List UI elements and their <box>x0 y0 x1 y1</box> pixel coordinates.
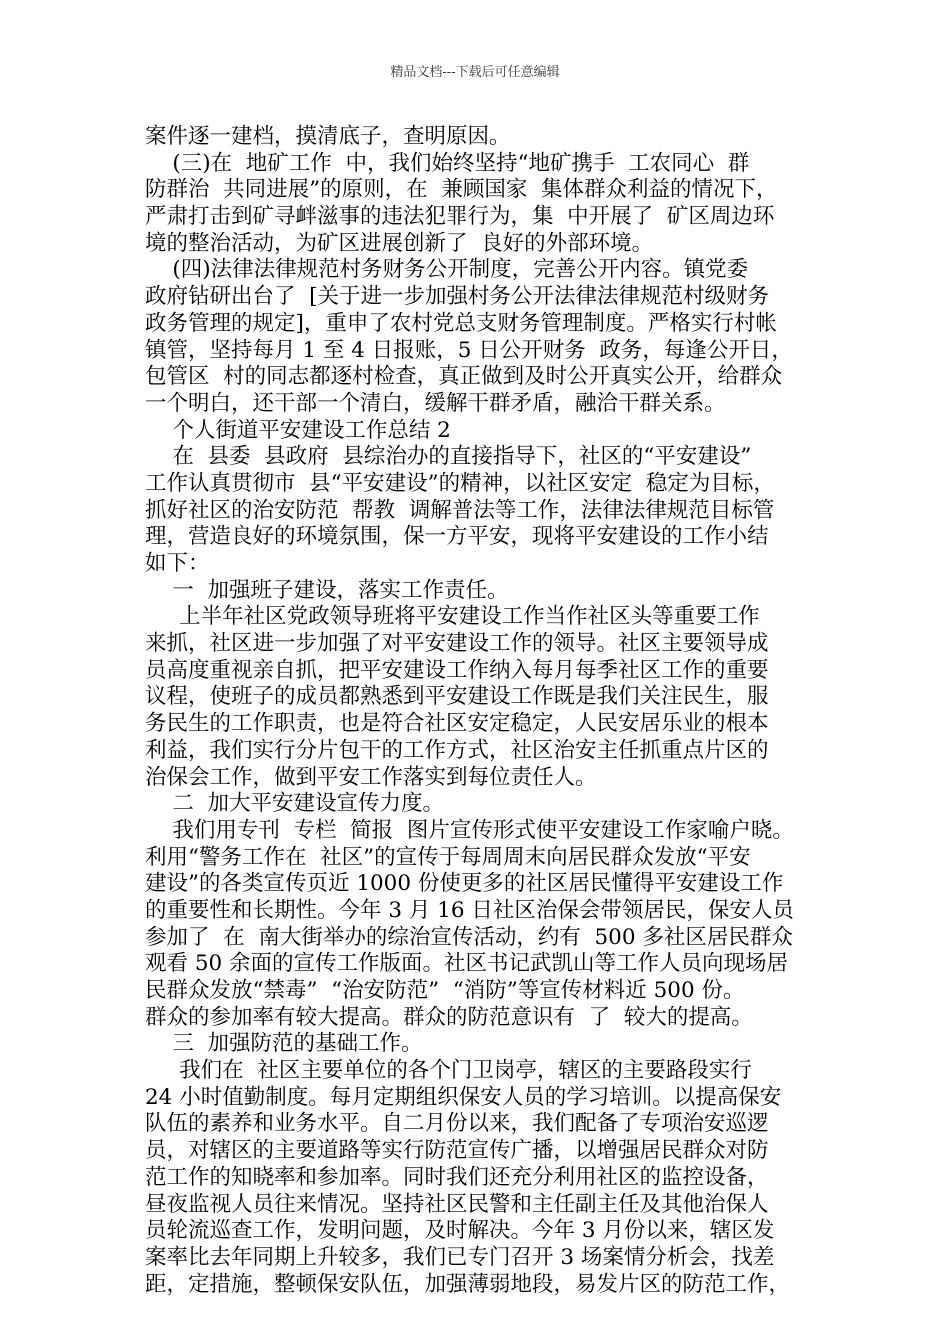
text-line: 如下： <box>145 551 210 576</box>
text-line: 严肃打击到矿寻衅滋事的违法犯罪行为，集 中开展了 矿区周边环 <box>145 204 775 230</box>
text-line: 理，营造良好的环境氛围，保一方平安，现将平安建设的工作小结 <box>145 524 769 550</box>
text-line: 政务管理的规定]，重申了农村党总支财务管理制度。严格实行村帐 <box>145 310 777 336</box>
text-line: 防群治 共同进展”的原则，在 兼顾国家 集体群众利益的情况下， <box>145 177 778 203</box>
text-line: 二 加大平安建设宣传力度。 <box>145 791 445 817</box>
text-line: 参加了 在 南大街举办的综治宣传活动，约有 500 多社区居民群众 <box>145 924 793 950</box>
text-line: 境的整治活动，为矿区进展创新了 良好的外部环境。 <box>145 230 654 256</box>
text-line: 群众的参加率有较大提高。群众的防范意识有 了 较大的提高。 <box>145 1004 753 1030</box>
text-line: 队伍的素养和业务水平。自二月份以来，我们配备了专项治安巡逻 <box>145 1111 769 1137</box>
text-line: 个人街道平安建设工作总结 2 <box>145 417 451 443</box>
text-line: 在 县委 县政府 县综治办的直接指导下，社区的“平安建设” <box>145 444 752 470</box>
text-line: 利用“警务工作在 社区”的宣传于每周周末向居民群众发放“平安 <box>145 844 751 870</box>
text-line: 员高度重视亲自抓，把平安建设工作纳入每月每季社区工作的重要 <box>145 657 769 683</box>
text-line: 利益，我们实行分片包干的工作方式，社区治安主任抓重点片区的 <box>145 737 769 763</box>
text-line: 包管区 村的同志都逐村检查，真正做到及时公开真实公开，给群众 <box>145 364 783 390</box>
text-line: 我们用专刊 专栏 简报 图片宣传形式使平安建设工作家喻户晓。 <box>145 817 794 843</box>
text-line: 范工作的知晓率和参加率。同时我们还充分利用社区的监控设备， <box>145 1164 769 1190</box>
text-line: 一个明白，还干部一个清白，缓解干群矛盾，融洽干群关系。 <box>145 390 726 416</box>
text-line: 24 小时值勤制度。每月定期组织保安人员的学习培训。以提高保安 <box>145 1084 782 1110</box>
text-line: 民群众发放“禁毒” “治安防范” “消防”等宣传材料近 500 份。 <box>145 978 745 1003</box>
text-line: 政府钻研出台了 [关于进一步加强村务公开法律法律规范村级财务 <box>145 284 770 310</box>
text-line: (三)在 地矿工作 中，我们始终坚持“地矿携手 工农同心 群 <box>145 150 750 176</box>
text-line: 工作认真贯彻市 县“平安建设”的精神，以社区安定 稳定为目标， <box>145 470 775 496</box>
page-header: 精品文档---下载后可任意编辑 <box>390 65 560 80</box>
text-line: (四)法律法律规范村务财务公开制度，完善公开内容。镇党委 <box>145 257 749 283</box>
text-line: 员轮流巡查工作，发明问题，及时解决。今年 3 月份以来，辖区发 <box>145 1218 775 1244</box>
text-line: 镇管，坚持每月 1 至 4 日报账，5 日公开财务 政务，每逢公开日， <box>145 337 793 363</box>
text-line: 议程，使班子的成员都熟悉到平安建设工作既是我们关注民生，服 <box>145 684 769 710</box>
text-line: 的重要性和长期性。今年 3 月 16 日社区治保会带领居民，保安人员 <box>145 897 794 923</box>
text-line: 务民生的工作职责，也是符合社区安定稳定，人民安居乐业的根本 <box>145 711 769 737</box>
text-line: 案件逐一建档，摸清底子，查明原因。 <box>145 124 511 149</box>
text-line: 建设”的各类宣传页近 1000 份使更多的社区居民懂得平安建设工作 <box>145 871 784 897</box>
text-line: 上半年社区党政领导班将平安建设工作当作社区头等重要工作 <box>145 604 760 630</box>
text-line: 治保会工作，做到平安工作落实到每位责任人。 <box>145 764 597 790</box>
text-line: 距，定措施，整顿保安队伍，加强薄弱地段，易发片区的防范工作， <box>145 1271 791 1297</box>
text-line: 三 加强防范的基础工作。 <box>145 1031 423 1057</box>
text-line: 抓好社区的治安防范 帮教 调解普法等工作，法律法律规范目标管 <box>145 497 775 523</box>
text-line: 案率比去年同期上升较多，我们已专门召开 3 场案情分析会，找差 <box>145 1244 775 1270</box>
text-line: 我们在 社区主要单位的各个门卫岗亭，辖区的主要路段实行 <box>145 1058 752 1084</box>
text-line: 员，对辖区的主要道路等实行防范宣传广播，以增强居民群众对防 <box>145 1138 769 1164</box>
text-line: 一 加强班子建设，落实工作责任。 <box>145 577 509 603</box>
document-body <box>145 124 825 1298</box>
text-line: 观看 50 余面的宣传工作版面。社区书记武凯山等工作人员向现场居 <box>145 951 789 977</box>
text-line: 来抓，社区进一步加强了对平安建设工作的领导。社区主要领导成 <box>145 631 769 657</box>
text-line: 昼夜监视人员往来情况。坚持社区民警和主任副主任及其他治保人 <box>145 1191 769 1217</box>
